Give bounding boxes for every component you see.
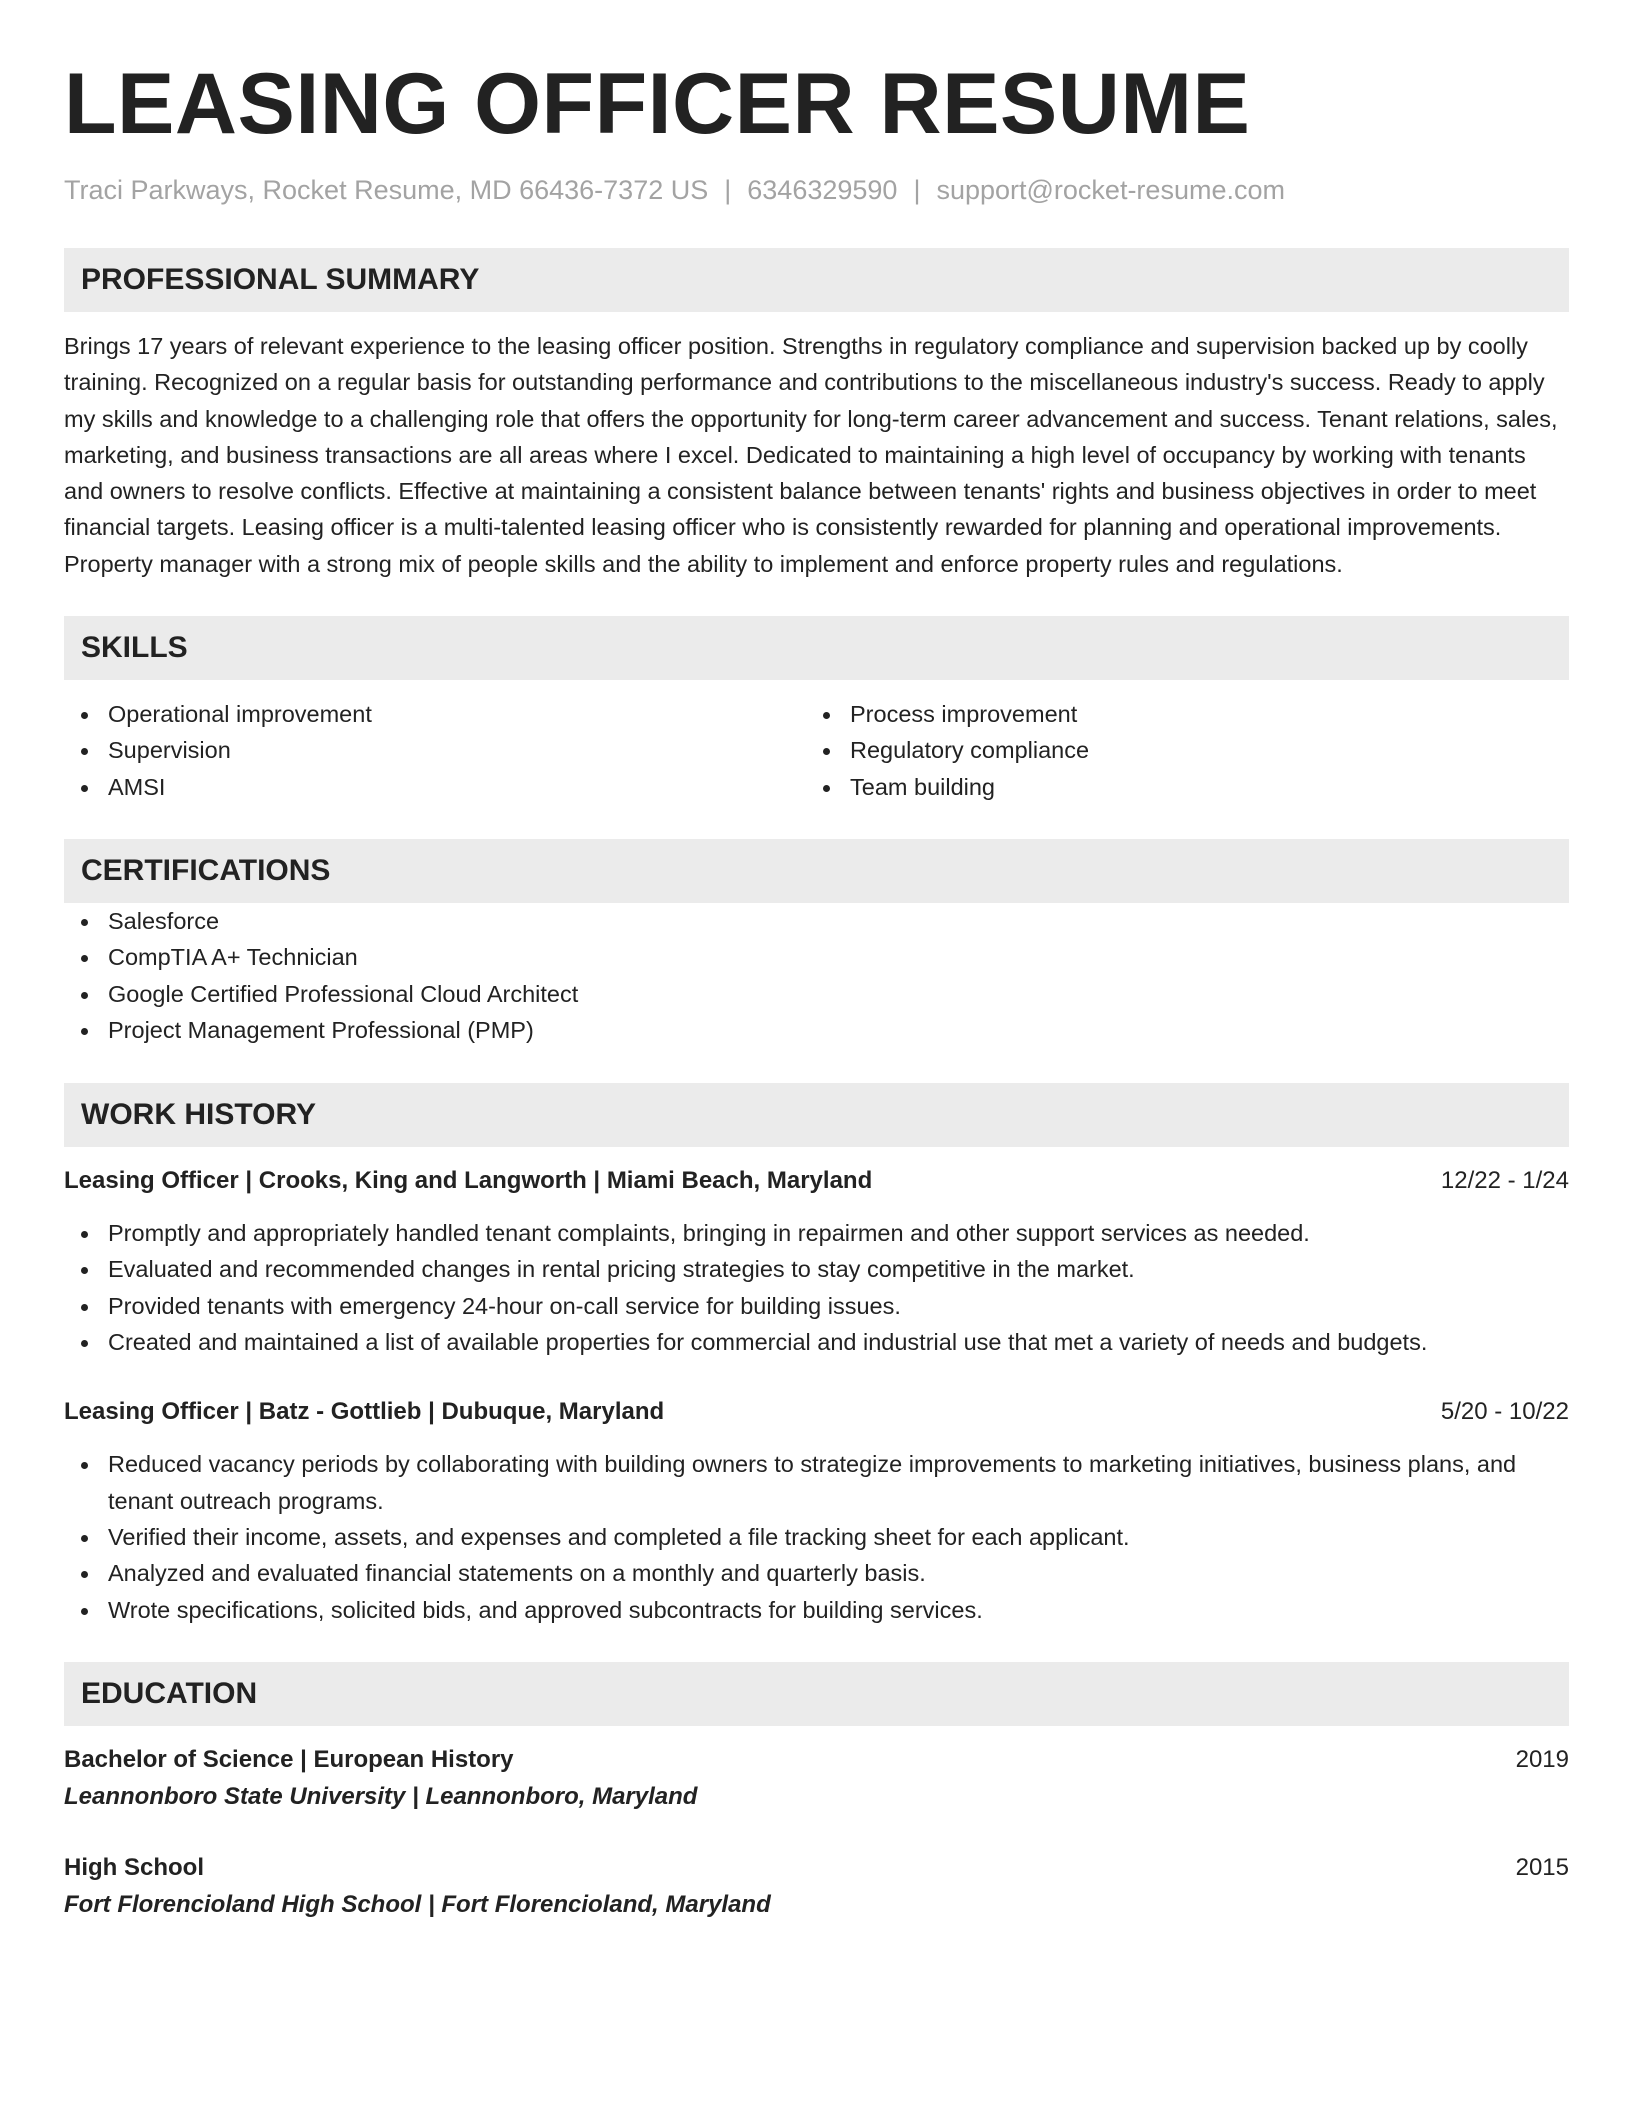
job-bullet: Created and maintained a list of available properties for commercial and industrial use that met a variety of needs and budgets. [64,1324,1569,1360]
job-title: Leasing Officer | Crooks, King and Langworth | Miami Beach, Maryland [64,1167,873,1195]
job-entry [64,1394,1569,1627]
contact-address: Traci Parkways, Rocket Resume, MD 66436-7372 US [64,175,709,205]
skills-column-left [64,696,806,805]
job-dates: 5/20 - 10/22 [1440,1398,1569,1426]
certification-item: Google Certified Professional Cloud Architect [64,976,1569,1012]
job-bullet: Provided tenants with emergency 24-hour on-call service for building issues. [64,1288,1569,1324]
contact-email: support@rocket-resume.com [936,175,1285,205]
skill-item: AMSI [64,769,806,805]
skill-item: Operational improvement [64,696,806,732]
contact-separator: | [913,175,921,205]
summary-text: Brings 17 years of relevant experience to the leasing officer position. Strengths in regulatory compliance and supervision backed up by coolly training. Recognized on a regular basis for outstanding performance and contributions to the miscellaneous industry's success. Ready to apply my skills and knowledge to a challenging role that offers the opportunity for long-term career advancement and success. Tenant relations, sales, marketing, and business transactions are all areas where I excel. Dedicated to maintaining a high level of occupancy by working with tenants and owners to resolve conflicts. Effective at maintaining a consistent balance between tenants' rights and business objectives in order to meet financial targets. Leasing officer is a multi-talented leasing officer who is consistently rewarded for planning and operational improvements. Property manager with a strong mix of people skills and the ability to implement and enforce property rules and regulations. [64,333,1558,577]
education-header [64,1850,1569,1886]
summary-heading: PROFESSIONAL SUMMARY [64,248,1569,312]
job-dates: 12/22 - 1/24 [1440,1167,1569,1195]
skills-heading: SKILLS [64,616,1569,680]
contact-separator: | [724,175,732,205]
certifications-heading: CERTIFICATIONS [64,839,1569,903]
certification-item: Salesforce [64,903,1569,939]
education-entry [64,1742,1569,1816]
job-bullet: Verified their income, assets, and expenses and completed a file tracking sheet for each applicant. [64,1519,1569,1555]
skill-item: Supervision [64,732,806,768]
education-degree: High School [64,1853,204,1881]
skill-item: Process improvement [806,696,1548,732]
job-bullet: Evaluated and recommended changes in rental pricing strategies to stay competitive in the market. [64,1251,1569,1287]
certifications-list [64,903,1569,1048]
job-title: Leasing Officer | Batz - Gottlieb | Dubuque, Maryland [64,1398,665,1426]
contact-phone: 6346329590 [747,175,898,205]
job-header [64,1394,1569,1430]
skill-item: Team building [806,769,1548,805]
certification-item: Project Management Professional (PMP) [64,1012,1569,1048]
job-header [64,1163,1569,1199]
job-bullet: Analyzed and evaluated financial statements on a monthly and quarterly basis. [64,1555,1569,1591]
job-bullet: Reduced vacancy periods by collaborating with building owners to strategize improvements to marketing initiatives, business plans, and tenant outreach programs. [64,1446,1569,1519]
job-bullet: Promptly and appropriately handled tenant complaints, bringing in repairmen and other support services as needed. [64,1215,1569,1251]
education-school: Fort Florencioland High School | Fort Florencioland, Maryland [64,1890,771,1918]
education-header [64,1742,1569,1778]
skills-columns [64,696,1569,805]
contact-line [64,172,1569,208]
resume-title: LEASING OFFICER RESUME [64,56,1251,152]
job-bullets [64,1215,1569,1360]
skill-item: Regulatory compliance [806,732,1548,768]
certification-item: CompTIA A+ Technician [64,939,1569,975]
skills-column-right [806,696,1548,805]
job-bullet: Wrote specifications, solicited bids, and approved subcontracts for building services. [64,1592,1569,1628]
job-entry [64,1163,1569,1360]
work-history-heading: WORK HISTORY [64,1083,1569,1147]
education-year: 2019 [1515,1745,1569,1773]
education-school: Leannonboro State University | Leannonboro, Maryland [64,1782,698,1810]
education-heading: EDUCATION [64,1662,1569,1726]
job-bullets [64,1446,1569,1627]
education-degree: Bachelor of Science | European History [64,1745,514,1773]
education-entry [64,1850,1569,1924]
education-year: 2015 [1515,1853,1569,1881]
